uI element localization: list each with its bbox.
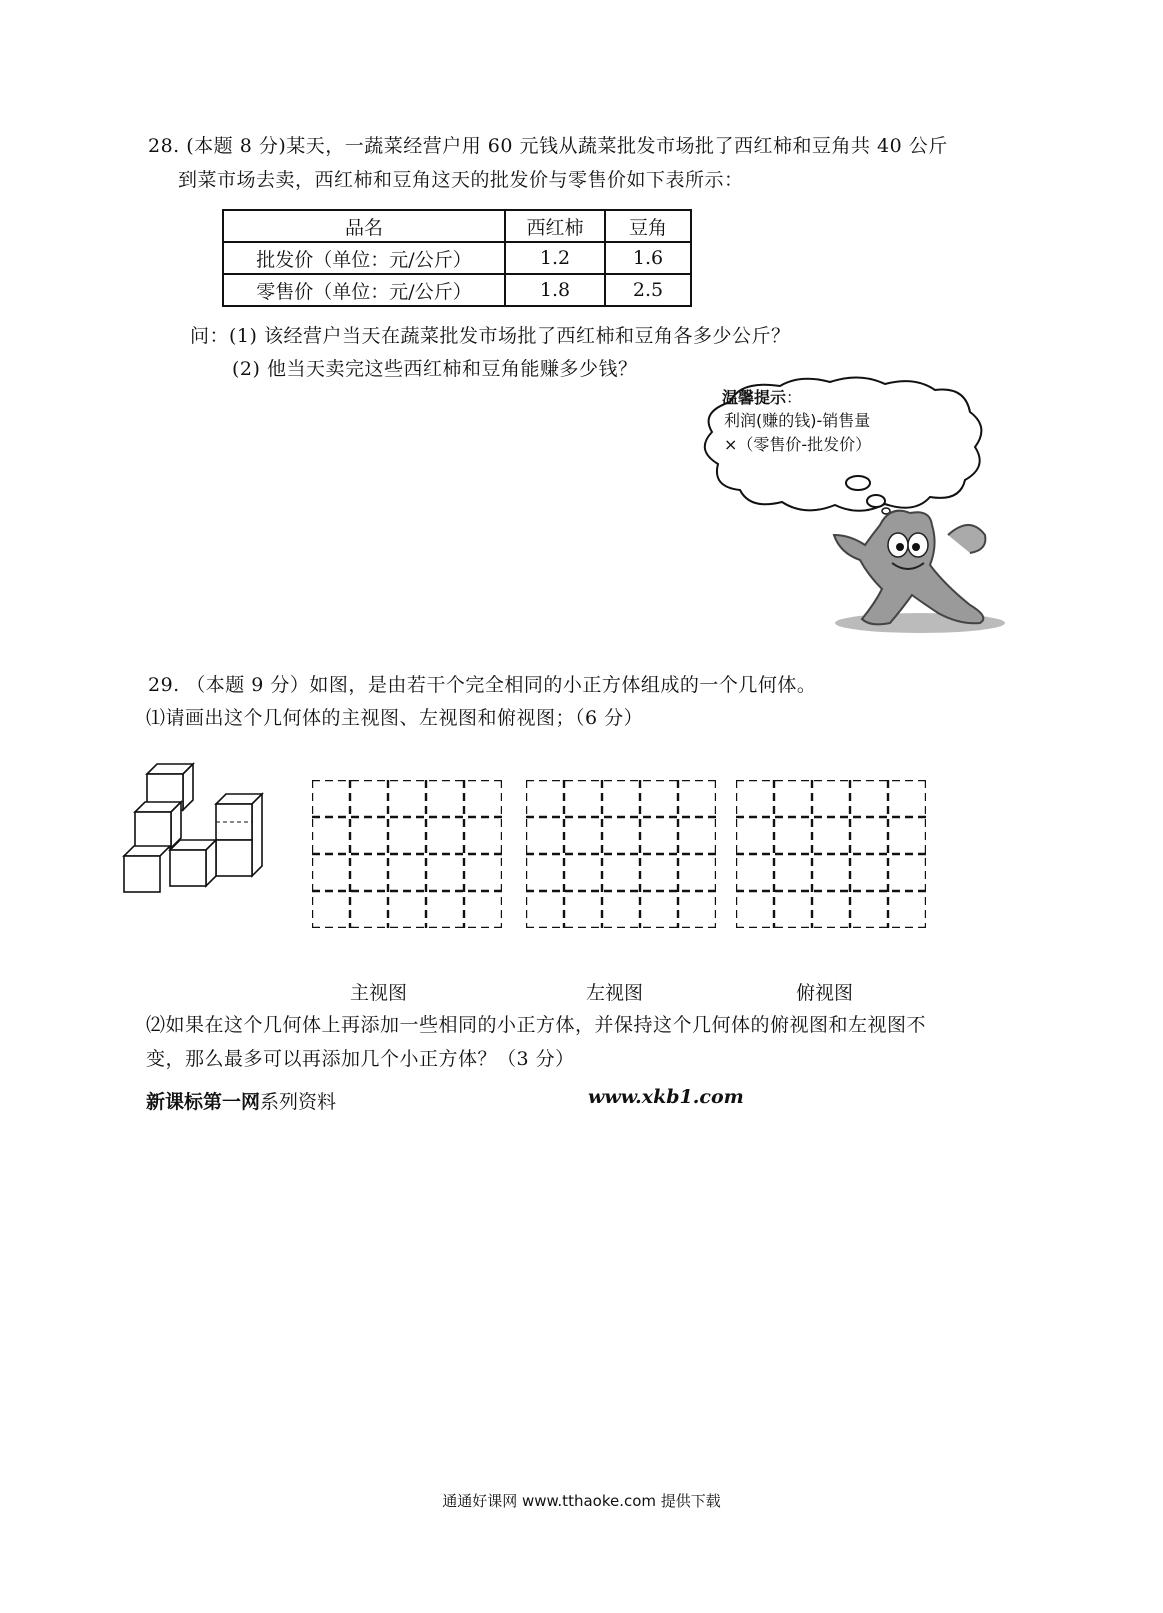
table-cell: 豆角 xyxy=(605,210,691,242)
left-view-grid[interactable] xyxy=(526,780,716,928)
q29-line1: 29. （本题 9 分）如图，是由若干个完全相同的小正方体组成的一个几何体。 xyxy=(148,674,817,696)
mascot-icon xyxy=(820,505,1010,635)
brand-name: 新课标第一网 xyxy=(146,1091,261,1113)
left-view-label: 左视图 xyxy=(586,982,644,1004)
q29-part1: ⑴请画出这个几何体的主视图、左视图和俯视图；（6 分） xyxy=(146,707,644,729)
q28-ask1: 问：(1) 该经营户当天在蔬菜批发市场批了西红柿和豆角各多少公斤？ xyxy=(190,325,791,347)
front-view-label: 主视图 xyxy=(350,982,408,1004)
table-cell: 批发价（单位：元/公斤） xyxy=(223,242,505,274)
price-table xyxy=(222,209,692,307)
table-row xyxy=(223,242,691,274)
hint-line1: 利润(赚的钱)-销售量 xyxy=(724,411,871,430)
hint-title-line xyxy=(722,385,802,408)
q28-line1: 28. (本题 8 分)某天，一蔬菜经营户用 60 元钱从蔬菜批发市场批了西红柿和豆角共 40 公斤 xyxy=(148,135,948,157)
table-cell: 零售价（单位：元/公斤） xyxy=(223,274,505,306)
table-cell: 1.6 xyxy=(605,242,691,274)
brand-line xyxy=(146,1087,336,1114)
hint-line2: ×（零售价-批发价） xyxy=(724,435,872,454)
q29-part2-line1: ⑵如果在这个几何体上再添加一些相同的小正方体，并保持这个几何体的俯视图和左视图不 xyxy=(146,1014,927,1036)
front-view-grid[interactable] xyxy=(312,780,502,928)
table-cell: 品名 xyxy=(223,210,505,242)
hint-title: 温馨提示 xyxy=(722,388,787,407)
table-cell: 西红柿 xyxy=(505,210,605,242)
brand-url-link[interactable]: www.xkb1.com xyxy=(588,1086,744,1108)
top-view-grid[interactable] xyxy=(736,780,926,928)
table-row xyxy=(223,210,691,242)
brand-suffix: 系列资料 xyxy=(260,1091,337,1113)
table-row xyxy=(223,274,691,306)
hint-colon: ： xyxy=(786,388,803,407)
table-cell: 1.2 xyxy=(505,242,605,274)
cube-figure xyxy=(120,752,280,902)
top-view-label: 俯视图 xyxy=(796,982,854,1004)
table-cell: 1.8 xyxy=(505,274,605,306)
page-footer: 通通好课网 www.tthaoke.com 提供下载 xyxy=(442,1492,721,1510)
q28-ask2: (2) 他当天卖完这些西红柿和豆角能赚多少钱？ xyxy=(232,358,638,380)
table-cell: 2.5 xyxy=(605,274,691,306)
q29-part2-line2: 变，那么最多可以再添加几个小正方体？（3 分） xyxy=(146,1048,575,1070)
q28-line2: 到菜市场去卖，西红柿和豆角这天的批发价与零售价如下表所示： xyxy=(178,169,744,191)
